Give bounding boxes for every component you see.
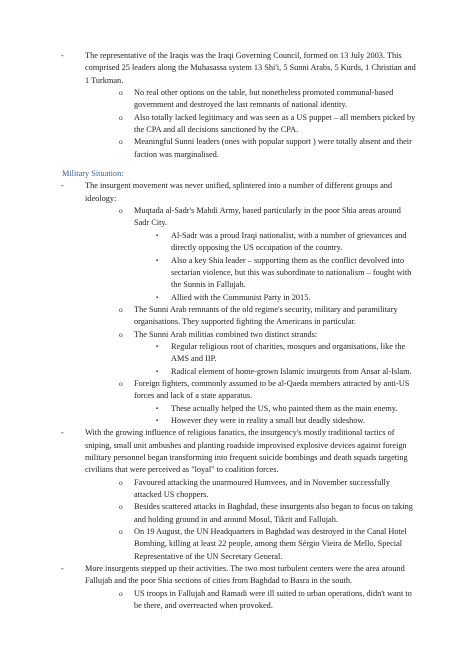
circle-marker: o bbox=[119, 588, 123, 598]
circle-marker: o bbox=[119, 112, 123, 122]
square-marker: ▪ bbox=[156, 257, 159, 264]
list-item-text: On 19 August, the UN Headquarters in Baghdad was destroyed in the Canal Hotel Bombing, killing at least 22 people, among them Sérgio Vieira de Mello, Special Representative of the UN Secretary General. bbox=[134, 527, 407, 561]
list-item bbox=[156, 403, 418, 415]
list-item bbox=[156, 415, 418, 427]
list-item bbox=[61, 563, 418, 588]
list-item bbox=[156, 255, 418, 292]
list-item bbox=[119, 501, 418, 526]
circle-marker: o bbox=[119, 477, 123, 487]
square-marker: ▪ bbox=[156, 405, 159, 412]
square-marker: ▪ bbox=[156, 417, 159, 424]
dash-marker: - bbox=[61, 51, 64, 60]
list-item bbox=[61, 427, 418, 476]
list-item-text: Besides scattered attacks in Baghdad, these insurgents also began to focus on taking and holding ground in and around Mosul, Tikrit and Fallujah. bbox=[134, 502, 413, 524]
list-item-text: More insurgents stepped up their activities. The two most turbulent centers were the area around Fallujah and the poor Shia sections of cities from Baghdad to Basra in the south. bbox=[85, 564, 405, 586]
list-item bbox=[119, 87, 418, 112]
list-item bbox=[61, 180, 418, 205]
list-item bbox=[119, 378, 418, 403]
list-item-text: The Sunni Arab remnants of the old regime's security, military and paramilitary organisations. They supported fighting the Americans in particular. bbox=[134, 304, 398, 327]
list-item-text: Radical element of home-grown Islamic insurgents from Ansar al-Islam. bbox=[171, 366, 412, 376]
list-item bbox=[156, 292, 418, 304]
list-item bbox=[119, 136, 418, 161]
list-item bbox=[119, 477, 418, 502]
list-item bbox=[156, 366, 418, 378]
list-item-text: With the growing influence of religious fanatics, the insurgency's mostly traditional tactics of sniping, small unit ambushes and planting roadside improvised explosive devices against foreign military personnel began transforming into frequent suicide bombings and death squads targeting civilians that were perceived as "loyal" to coalition forces. bbox=[85, 428, 408, 475]
list-item bbox=[156, 230, 418, 255]
list-item-text: The representative of the Iraqis was the Iraqi Governing Council, formed on 13 July 2003. This comprised 25 leaders along the Muhasassa system 13 Shi'i, 5 Sunni Arabs, 5 Kurds, 1 Christian and 1 Turkman. bbox=[85, 51, 416, 85]
list-item-text: Regular religious root of charities, mosques and organisations, like the AMS and IIP. bbox=[171, 341, 406, 364]
dash-marker: - bbox=[61, 181, 64, 191]
list-item-text: Also totally lacked legitimacy and was seen as a US puppet – all members picked by the CPA and all decisions sanctioned by the CPA. bbox=[134, 112, 416, 135]
list-item-text: Muqtada al-Sadr's Mahdi Army, based particularly in the poor Shia areas around Sadr City. bbox=[134, 206, 401, 228]
circle-marker: o bbox=[119, 206, 123, 216]
list-item-text: Meaningful Sunni leaders (ones with popular support ) were totally absent and their faction was marginalised. bbox=[134, 137, 412, 159]
circle-marker: o bbox=[119, 304, 123, 314]
list-item-text: The Sunni Arab militias combined two distinct strands: bbox=[134, 329, 318, 339]
list-item bbox=[119, 112, 418, 137]
list-item bbox=[119, 329, 418, 341]
circle-marker: o bbox=[119, 378, 123, 388]
list-item-text: Also a key Shia leader – supporting them as the conflict devolved into sectarian violence, but this was subordinate to nationalism – fought with the Sunnis in Fallujah. bbox=[171, 255, 412, 290]
list-item-text: However they were in reality a small but deadly sideshow. bbox=[171, 415, 365, 425]
dash-marker: - bbox=[61, 564, 64, 574]
dash-marker: - bbox=[61, 428, 64, 438]
list-item bbox=[119, 588, 418, 613]
list-item bbox=[119, 205, 418, 230]
list-item-text: No real other options on the table, but nonetheless promoted communal-based government and destroyed the last remnants of national identity. bbox=[134, 88, 394, 110]
square-marker: ▪ bbox=[156, 232, 159, 239]
circle-marker: o bbox=[119, 527, 123, 537]
list-item-text: Favoured attacking the unarmoured Humvees, and in November successfully attacked US choppers. bbox=[134, 477, 390, 500]
square-marker: ▪ bbox=[156, 368, 159, 375]
list-item-text: Foreign fighters, commonly assumed to be al-Qaeda members attracted by anti-US forces and lack of a state apparatus. bbox=[134, 378, 410, 401]
square-marker: ▪ bbox=[156, 343, 159, 350]
list-item-text: Allied with the Communist Party in 2015. bbox=[171, 292, 311, 302]
list-item-text: The insurgent movement was never unified, splintered into a number of different groups and ideology: bbox=[85, 181, 393, 203]
document-body bbox=[0, 50, 474, 612]
square-marker: ▪ bbox=[156, 294, 159, 301]
circle-marker: o bbox=[119, 137, 123, 147]
list-item-text: Al-Sadr was a proud Iraqi nationalist, with a number of grievances and directly opposing the US occupation of the country. bbox=[171, 230, 407, 253]
list-item bbox=[119, 526, 418, 563]
list-item bbox=[156, 341, 418, 366]
list-item-text: US troops in Fallujah and Ramadi were ill suited to urban operations, didn't want to be there, and overreacted when provoked. bbox=[134, 588, 412, 611]
list-item-text: These actually helped the US, who painted them as the main enemy. bbox=[171, 403, 398, 413]
circle-marker: o bbox=[119, 329, 123, 339]
circle-marker: o bbox=[119, 88, 123, 98]
circle-marker: o bbox=[119, 502, 123, 512]
section-heading: Military Situation: bbox=[62, 169, 124, 179]
list-item bbox=[119, 304, 418, 329]
list-item bbox=[61, 50, 418, 87]
